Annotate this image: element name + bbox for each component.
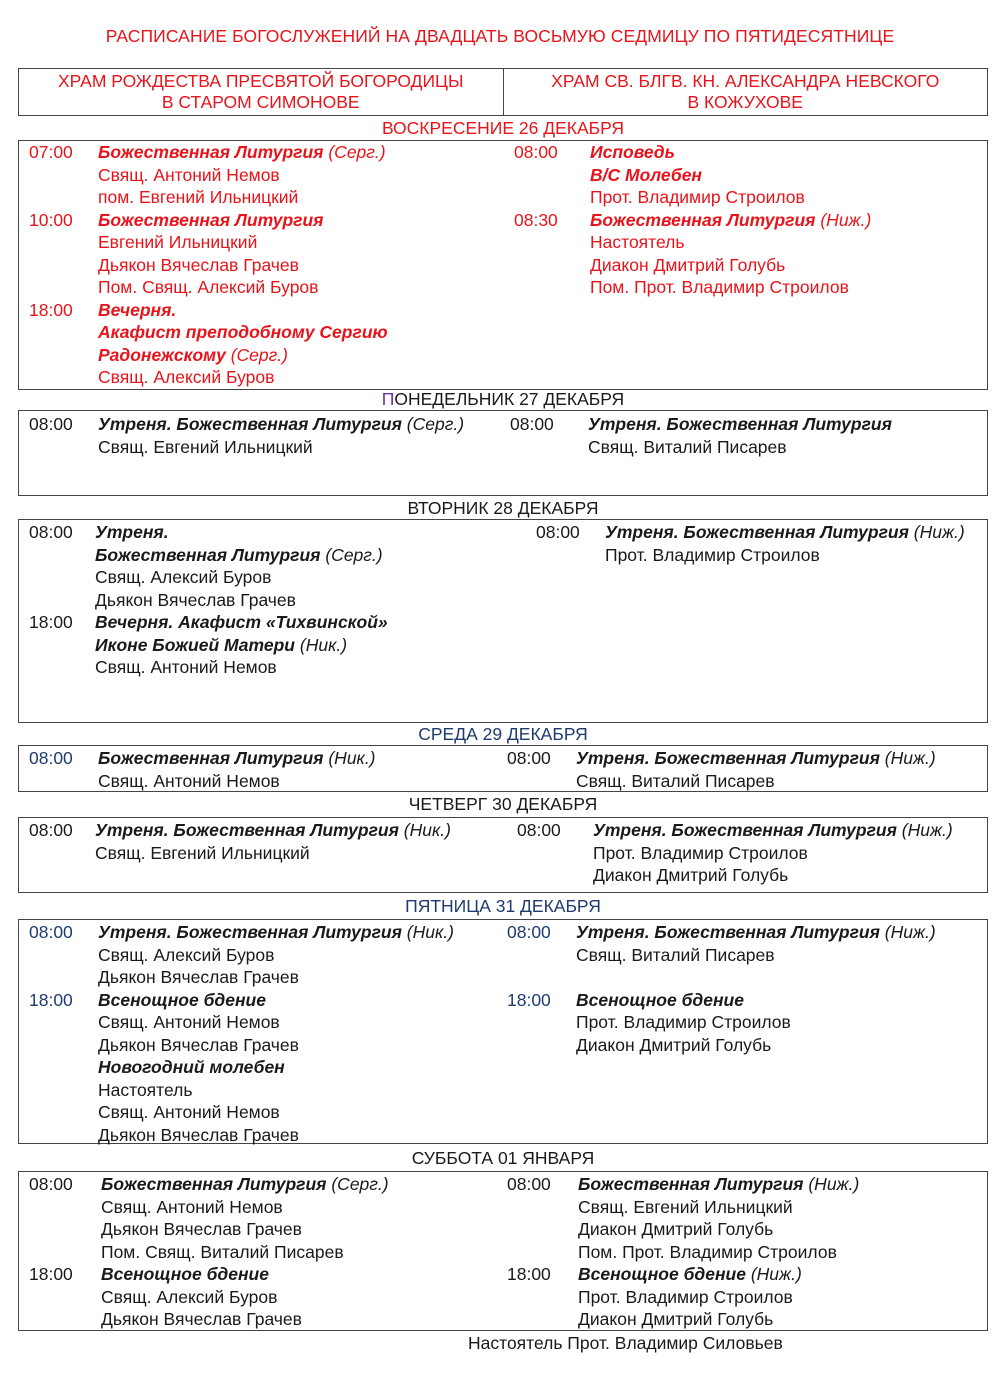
- day-box-saturday: [18, 1171, 988, 1331]
- service-name: Новогодний молебен: [98, 1057, 285, 1077]
- clergy-line: Настоятель: [98, 1079, 193, 1100]
- service-time: 08:00: [514, 142, 558, 162]
- day-title-wednesday: СРЕДА 29 ДЕКАБРЯ: [418, 724, 588, 744]
- service-name: Утреня. Божественная Литургия: [576, 748, 880, 768]
- service-tag: (Ниж.): [901, 820, 953, 840]
- saturday-right-column: [507, 1173, 859, 1331]
- church-right-name: ХРАМ СВ. БЛГВ. КН. АЛЕКСАНДРА НЕВСКОГО: [551, 71, 940, 91]
- clergy-line: Прот. Владимир Строилов: [593, 842, 808, 863]
- service-name: Вечерня. Акафист «Тихвинской»: [95, 612, 388, 632]
- service-time: 18:00: [29, 989, 73, 1010]
- service-tag: (Серг.): [325, 544, 383, 565]
- schedule-entry: [517, 819, 953, 887]
- clergy-line: Свящ. Антоний Немов: [98, 164, 280, 185]
- clergy-line: Пом. Прот. Владимир Строилов: [590, 277, 849, 297]
- schedule-entry: [29, 521, 388, 611]
- church-right-header: [503, 69, 988, 115]
- schedule-entry: [514, 141, 871, 209]
- service-time: 08:00: [29, 522, 73, 542]
- clergy-line: Дьякон Вячеслав Грачев: [98, 1034, 299, 1055]
- church-right-location: В КОЖУХОВЕ: [687, 92, 803, 112]
- schedule-entry: [507, 989, 936, 1057]
- service-name: Божественная Литургия: [590, 209, 816, 230]
- day-title-tuesday: ВТОРНИК 28 ДЕКАБРЯ: [407, 498, 599, 518]
- service-time: 18:00: [507, 1264, 551, 1284]
- schedule-entry: [536, 521, 965, 566]
- service-name: Утреня. Божественная Литургия: [576, 922, 880, 942]
- day-title-saturday: СУББОТА 01 ЯНВАРЯ: [411, 1148, 595, 1168]
- clergy-line: Пом. Свящ. Алексий Буров: [98, 277, 319, 297]
- service-time: 07:00: [29, 142, 73, 162]
- schedule-entry: [29, 1173, 389, 1263]
- service-time: 08:00: [510, 414, 554, 434]
- service-time: 08:00: [507, 748, 551, 768]
- day-box-friday: [18, 919, 988, 1144]
- day-title-rest: ОНЕДЕЛЬНИК 27 ДЕКАБРЯ: [394, 389, 625, 409]
- schedule-entry: [29, 299, 388, 389]
- clergy-line: Дьякон Вячеслав Грачев: [101, 1219, 302, 1239]
- clergy-line: Свящ. Алексий Буров: [95, 567, 272, 587]
- monday-left-column: [29, 413, 464, 458]
- clergy-line: Пом. Прот. Владимир Строилов: [578, 1241, 837, 1262]
- service-tag: (Ник.): [328, 748, 376, 768]
- service-name: Утреня. Божественная Литургия: [605, 522, 909, 542]
- service-time: 08:00: [29, 1174, 73, 1194]
- clergy-line: Свящ. Антоний Немов: [101, 1196, 283, 1217]
- day-box-sunday: [18, 140, 988, 390]
- service-name: Вечерня.: [98, 299, 177, 320]
- service-name: Радонежскому: [98, 344, 226, 365]
- clergy-line: Диакон Дмитрий Голубь: [578, 1309, 774, 1329]
- service-name: Утреня. Божественная Литургия: [95, 820, 399, 840]
- clergy-line: Дьякон Вячеслав Грачев: [101, 1309, 302, 1329]
- service-tag: (Ник.): [406, 922, 454, 942]
- sunday-left-column: [29, 141, 388, 389]
- schedule-entry: [29, 921, 454, 989]
- service-name: Всенощное бдение: [578, 1264, 746, 1284]
- clergy-line: Свящ. Виталий Писарев: [576, 944, 775, 965]
- day-box-monday: [18, 410, 988, 496]
- schedule-entry: [29, 611, 388, 679]
- service-name: В/С Молебен: [590, 164, 703, 185]
- clergy-line: Свящ. Алексий Буров: [98, 367, 275, 387]
- service-time: 18:00: [29, 299, 73, 320]
- clergy-line: Свящ. Евгений Ильницкий: [98, 436, 313, 457]
- service-name: Иконе Божией Матери: [95, 634, 295, 655]
- clergy-line: Свящ. Виталий Писарев: [576, 770, 775, 791]
- schedule-entry: [29, 989, 454, 1147]
- page-title: РАСПИСАНИЕ БОГОСЛУЖЕНИЙ НА ДВАДЦАТЬ ВОСЬМУЮ СЕДМИЦУ ПО ПЯТИДЕСЯТНИЦЕ: [105, 26, 895, 46]
- service-tag: (Ниж.): [913, 522, 965, 542]
- thursday-right-column: [517, 819, 953, 887]
- service-tag: (Серг.): [331, 1174, 389, 1194]
- service-name: Утреня. Божественная Литургия: [98, 922, 402, 942]
- service-tag: (Серг.): [230, 344, 288, 365]
- clergy-line: Дьякон Вячеслав Грачев: [98, 967, 299, 987]
- service-tag: (Ниж.): [884, 748, 936, 768]
- sunday-right-column: [514, 141, 871, 299]
- day-title-monday: [18, 389, 988, 409]
- service-time: 18:00: [29, 612, 73, 632]
- service-name: Всенощное бдение: [98, 989, 266, 1010]
- service-name: Акафист преподобному Сергию: [98, 322, 388, 342]
- tuesday-left-column: [29, 521, 388, 679]
- service-name: Утреня.: [95, 522, 169, 542]
- day-box-wednesday: [18, 745, 988, 792]
- service-name: Божественная Литургия: [95, 544, 321, 565]
- service-time: 08:00: [29, 922, 73, 942]
- friday-left-column: [29, 921, 454, 1146]
- clergy-line: Свящ. Евгений Ильницкий: [578, 1196, 793, 1217]
- clergy-line: Прот. Владимир Строилов: [590, 187, 805, 207]
- clergy-line: Прот. Владимир Строилов: [576, 1012, 791, 1032]
- schedule-entry: [510, 413, 892, 458]
- friday-right-column: [507, 921, 936, 1056]
- service-time: 10:00: [29, 209, 73, 230]
- clergy-line: Свящ. Антоний Немов: [98, 1012, 280, 1032]
- day-box-tuesday: [18, 519, 988, 723]
- clergy-line: Свящ. Антоний Немов: [98, 1102, 280, 1122]
- clergy-line: Настоятель: [590, 232, 685, 252]
- service-time: 08:00: [507, 1174, 551, 1194]
- clergy-line: Диакон Дмитрий Голубь: [593, 865, 789, 885]
- service-name: Божественная Литургия: [98, 748, 324, 768]
- schedule-entry: [29, 141, 388, 209]
- service-name: Божественная Литургия: [98, 209, 324, 230]
- service-tag: (Ниж.): [808, 1174, 860, 1194]
- service-name: Всенощное бдение: [576, 989, 744, 1010]
- saturday-left-column: [29, 1173, 389, 1331]
- wednesday-left-column: [29, 747, 376, 792]
- service-time: 08:00: [29, 414, 73, 434]
- schedule-entry: [507, 747, 936, 792]
- clergy-line: Диакон Дмитрий Голубь: [578, 1219, 774, 1239]
- schedule-entry: [507, 1173, 859, 1263]
- monday-right-column: [510, 413, 892, 458]
- clergy-line: Свящ. Антоний Немов: [98, 770, 280, 791]
- day-box-thursday: [18, 817, 988, 893]
- service-tag: (Ниж.): [884, 922, 936, 942]
- church-left-header: [19, 69, 503, 115]
- service-name: Божественная Литургия: [578, 1174, 804, 1194]
- service-name: Утреня. Божественная Литургия: [593, 820, 897, 840]
- church-left-location: В СТАРОМ СИМОНОВЕ: [161, 92, 360, 112]
- clergy-line: Диакон Дмитрий Голубь: [576, 1034, 772, 1055]
- service-tag: (Серг.): [406, 414, 465, 434]
- clergy-line: Дьякон Вячеслав Грачев: [98, 1124, 299, 1145]
- schedule-entry: [29, 413, 464, 458]
- schedule-entry: [29, 819, 451, 864]
- service-time: 08:00: [29, 820, 73, 840]
- schedule-entry: [514, 209, 871, 299]
- schedule-entry: [507, 921, 936, 989]
- day-title-thursday: ЧЕТВЕРГ 30 ДЕКАБРЯ: [408, 794, 598, 814]
- schedule-entry: [29, 747, 376, 792]
- thursday-left-column: [29, 819, 451, 864]
- day-title-first-letter: П: [381, 389, 395, 409]
- service-time: 08:00: [517, 820, 561, 840]
- service-name: Утреня. Божественная Литургия: [588, 414, 892, 434]
- day-title-friday: ПЯТНИЦА 31 ДЕКАБРЯ: [405, 896, 601, 916]
- clergy-line: Свящ. Алексий Буров: [98, 944, 275, 965]
- clergy-line: Прот. Владимир Строилов: [578, 1286, 793, 1307]
- church-left-name: ХРАМ РОЖДЕСТВА ПРЕСВЯТОЙ БОГОРОДИЦЫ: [58, 71, 464, 91]
- clergy-line: Прот. Владимир Строилов: [605, 544, 820, 565]
- service-time: 08:00: [29, 748, 73, 768]
- clergy-line: Евгений Ильницкий: [98, 232, 258, 252]
- church-header-table: [18, 68, 988, 116]
- service-time: 18:00: [507, 989, 551, 1010]
- clergy-line: пом. Евгений Ильницкий: [98, 187, 299, 207]
- clergy-line: Свящ. Виталий Писарев: [588, 436, 787, 457]
- clergy-line: Пом. Свящ. Виталий Писарев: [101, 1241, 344, 1262]
- service-time: 18:00: [29, 1264, 73, 1284]
- service-name: Божественная Литургия: [101, 1174, 327, 1194]
- service-tag: (Серг.): [328, 142, 386, 162]
- tuesday-right-column: [536, 521, 965, 566]
- service-time: 08:30: [514, 209, 558, 230]
- clergy-line: Свящ. Евгений Ильницкий: [95, 842, 310, 863]
- service-time: 08:00: [536, 522, 580, 542]
- clergy-line: Свящ. Антоний Немов: [95, 657, 277, 677]
- service-time: 08:00: [507, 922, 551, 942]
- schedule-entry: [29, 209, 388, 299]
- service-name: Всенощное бдение: [101, 1264, 269, 1284]
- clergy-line: Дьякон Вячеслав Грачев: [95, 589, 296, 610]
- clergy-line: Диакон Дмитрий Голубь: [590, 254, 786, 275]
- schedule-entry: [507, 1263, 859, 1331]
- service-tag: (Ниж.): [750, 1264, 802, 1284]
- service-tag: (Ник.): [403, 820, 451, 840]
- rector-signature: Настоятель Прот. Владимир Силовьев: [468, 1333, 783, 1353]
- wednesday-right-column: [507, 747, 936, 792]
- service-name: Утреня. Божественная Литургия: [98, 414, 402, 434]
- clergy-line: Дьякон Вячеслав Грачев: [98, 254, 299, 275]
- service-tag: (Ниж.): [820, 209, 872, 230]
- service-name: Исповедь: [590, 142, 675, 162]
- clergy-line: Свящ. Алексий Буров: [101, 1286, 278, 1307]
- service-name: Божественная Литургия: [98, 142, 324, 162]
- day-title-sunday: ВОСКРЕСЕНИЕ 26 ДЕКАБРЯ: [381, 118, 625, 138]
- service-tag: (Ник.): [299, 634, 348, 655]
- schedule-entry: [29, 1263, 389, 1331]
